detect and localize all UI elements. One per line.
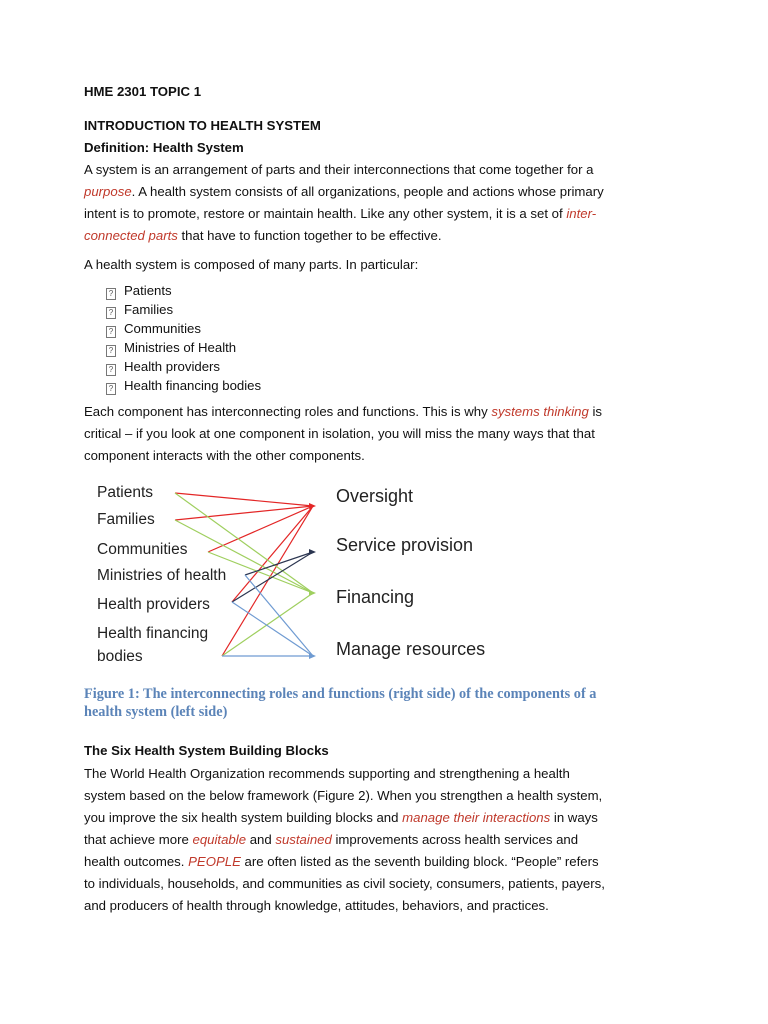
definition-heading: Definition: Health System <box>84 140 244 155</box>
text-run: Each component has interconnecting roles and functions. This is why <box>84 404 492 419</box>
line-providers-to-resources <box>232 602 313 656</box>
paragraph-line <box>84 898 549 914</box>
line-providers-to-oversight <box>232 506 313 602</box>
text-run: is <box>588 404 603 419</box>
line-providers-to-service <box>232 552 313 602</box>
list-item <box>106 378 261 395</box>
missing-glyph-bullet-icon: ? <box>106 345 116 357</box>
line-ministries-to-service <box>245 552 313 575</box>
list-item-label: Communities <box>124 321 201 336</box>
list-item <box>106 302 173 319</box>
text-run: component interacts with the other components. <box>84 448 365 463</box>
figure-caption-line2: health system (left side) <box>84 704 228 720</box>
text-run: system based on the below framework (Figure 2). When you strengthen a health system, <box>84 788 603 803</box>
paragraph-line <box>84 228 442 244</box>
emphasis-text: purpose <box>84 184 132 199</box>
line-patients-to-oversight <box>175 493 313 506</box>
section-heading: INTRODUCTION TO HEALTH SYSTEM <box>84 118 321 133</box>
paragraph-line <box>84 206 596 222</box>
paragraph-line <box>84 810 598 826</box>
role-financing: Financing <box>336 587 415 607</box>
text-run: The World Health Organization recommends supporting and strengthening a health <box>84 766 570 781</box>
component-ministries: Ministries of health <box>97 567 227 584</box>
list-item-label: Health providers <box>124 359 221 374</box>
list-item <box>106 340 236 357</box>
missing-glyph-bullet-icon: ? <box>106 383 116 395</box>
paragraph-parts-intro: A health system is composed of many parts. In particular: <box>84 257 419 272</box>
component-health-providers: Health providers <box>97 596 210 613</box>
arrowhead-financing-icon <box>309 590 316 596</box>
list-item <box>106 283 172 300</box>
component-families: Families <box>97 511 155 528</box>
text-run: and producers of health through knowledge, attitudes, behaviors, and practices. <box>84 898 549 913</box>
emphasis-text: inter- <box>566 206 597 221</box>
arrowhead-service-icon <box>309 549 316 555</box>
paragraph-line <box>84 404 602 420</box>
missing-glyph-bullet-icon: ? <box>106 326 116 338</box>
emphasis-text: equitable <box>192 832 247 847</box>
emphasis-text: sustained <box>275 832 332 847</box>
arrowhead-oversight-icon <box>309 503 316 509</box>
role-service-provision: Service provision <box>336 535 474 555</box>
list-item-label: Ministries of Health <box>124 340 237 355</box>
paragraph-line <box>84 854 599 870</box>
text-run: in ways <box>550 810 598 825</box>
paragraph-line <box>84 184 604 200</box>
text-run: and <box>246 832 276 847</box>
text-run: are often listed as the seventh building block. “People” refers <box>240 854 599 869</box>
line-financing-bodies-to-oversight <box>222 506 313 656</box>
list-item-label: Families <box>124 302 174 317</box>
paragraph-line <box>84 426 595 442</box>
arrowhead-resources-icon <box>309 653 316 659</box>
component-communities: Communities <box>97 541 188 558</box>
role-manage-resources: Manage resources <box>336 639 486 659</box>
paragraph-line <box>84 832 578 848</box>
paragraph-line <box>84 766 570 782</box>
paragraph-line <box>84 448 365 464</box>
text-run: . A health system consists of all organizations, people and actions whose primary <box>131 184 604 199</box>
list-item <box>106 321 201 338</box>
interconnection-diagram <box>80 475 500 675</box>
emphasis-text: systems thinking <box>491 404 589 419</box>
text-run: intent is to promote, restore or maintain health. Like any other system, it is a set of <box>84 206 567 221</box>
text-run: that achieve more <box>84 832 193 847</box>
component-patients: Patients <box>97 484 154 501</box>
emphasis-text: connected parts <box>84 228 178 243</box>
list-item-label: Health financing bodies <box>124 378 262 393</box>
component-bodies: bodies <box>97 648 143 665</box>
text-run: that have to function together to be effective. <box>177 228 442 243</box>
component-health-financing: Health financing <box>97 625 209 642</box>
paragraph-line <box>84 788 602 804</box>
missing-glyph-bullet-icon: ? <box>106 364 116 376</box>
emphasis-text: manage their interactions <box>402 810 551 825</box>
text-run: critical – if you look at one component in isolation, you will miss the many ways that that <box>84 426 595 441</box>
paragraph-line <box>84 876 605 892</box>
course-title: HME 2301 TOPIC 1 <box>84 84 202 99</box>
text-run: health outcomes. <box>84 854 189 869</box>
text-run: to individuals, households, and communities as civil society, consumers, patients, payers, <box>84 876 605 891</box>
missing-glyph-bullet-icon: ? <box>106 307 116 319</box>
building-blocks-heading: The Six Health System Building Blocks <box>84 743 329 758</box>
text-run: you improve the six health system building blocks and <box>84 810 403 825</box>
text-run: improvements across health services and <box>331 832 579 847</box>
role-oversight: Oversight <box>336 486 414 506</box>
missing-glyph-bullet-icon: ? <box>106 288 116 300</box>
list-item-label: Patients <box>124 283 172 298</box>
paragraph-line <box>84 162 593 178</box>
figure-caption-line1: Figure 1: The interconnecting roles and functions (right side) of the components of a <box>84 686 597 702</box>
emphasis-text: PEOPLE <box>188 854 241 869</box>
text-run: A system is an arrangement of parts and their interconnections that come together for a <box>84 162 594 177</box>
list-item <box>106 359 220 376</box>
